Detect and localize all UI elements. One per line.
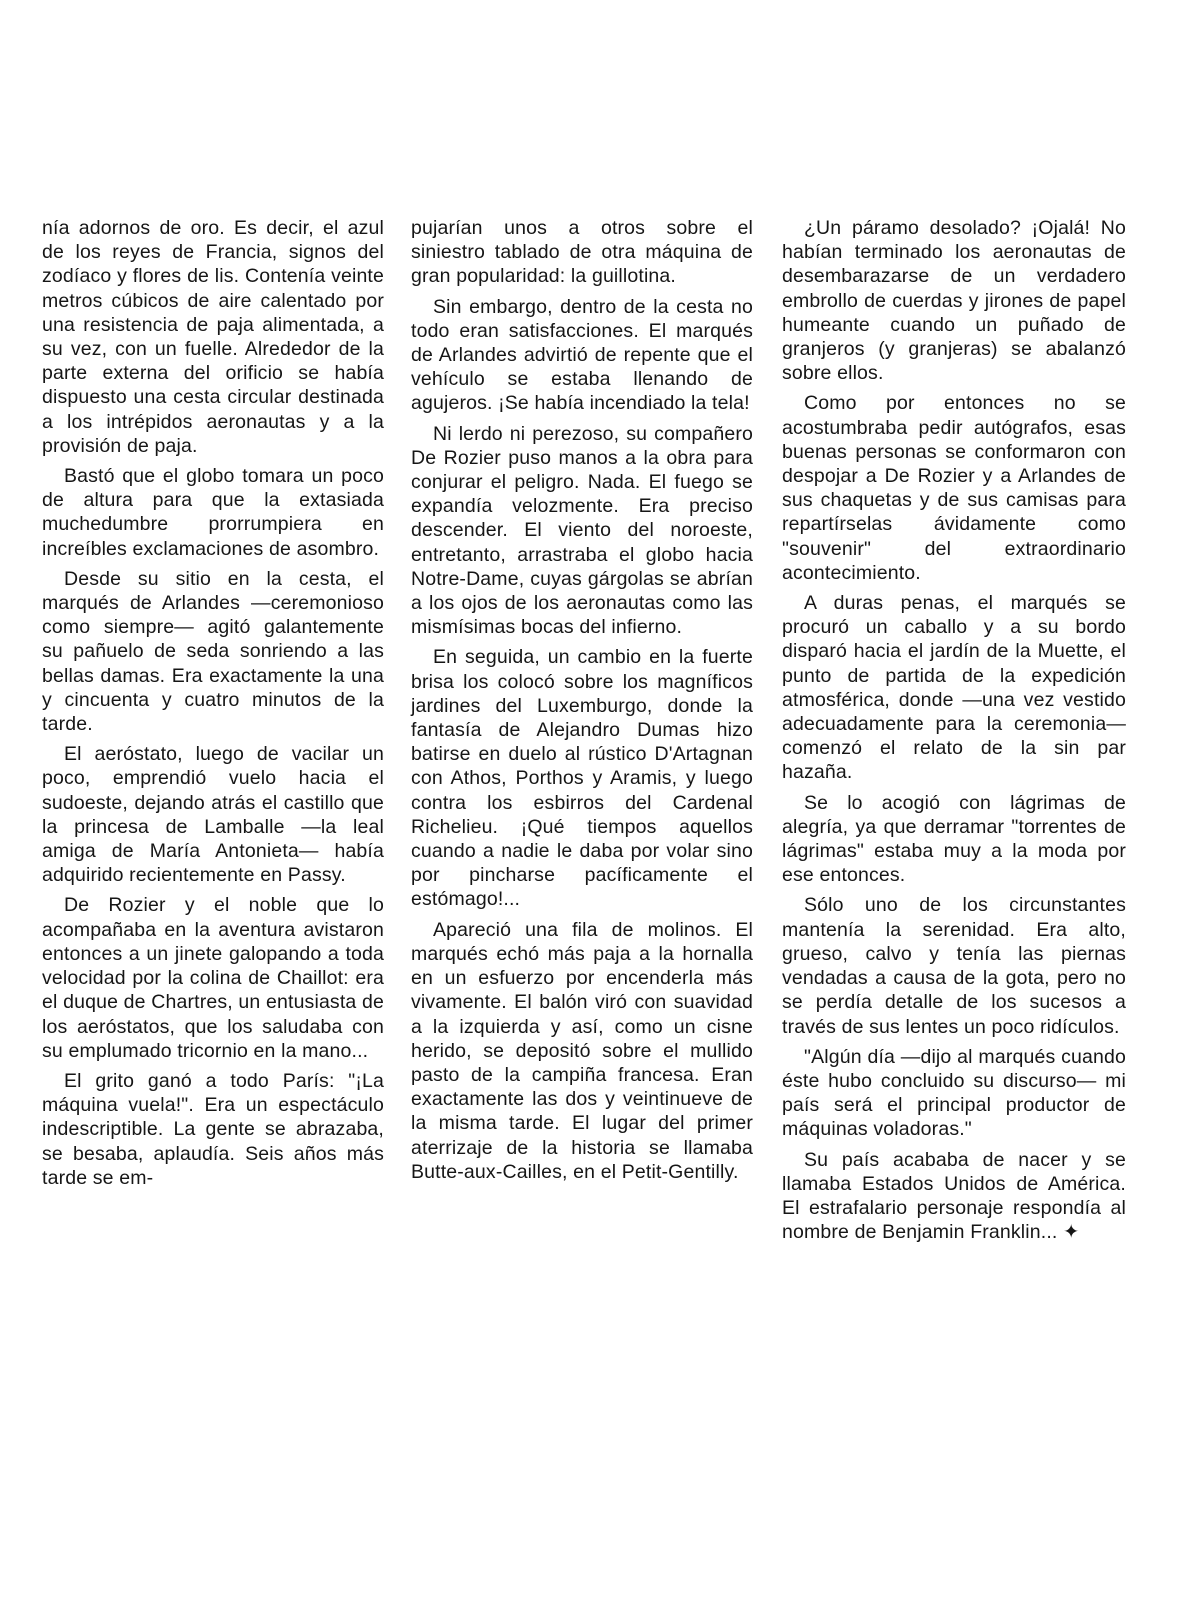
- paragraph: Se lo acogió con lágrimas de alegría, ya que derramar "torrentes de lágrimas" estaba muy a la moda por ese entonces.: [782, 791, 1126, 887]
- paragraph: Desde su sitio en la cesta, el marqués de Arlandes —ceremonioso como siempre— agitó galantemente su pañuelo de seda sonriendo a las bellas damas. Era exactamente la una y cincuenta y cuatro minutos de la tarde.: [42, 567, 384, 736]
- paragraph: Como por entonces no se acostumbraba pedir autógrafos, esas buenas personas se conformaron con despojar a De Rozier y a Arlandes de sus chaquetas y de sus camisas para repartírselas ávidamente como "souvenir" del extraordinario acontecimiento.: [782, 392, 1126, 584]
- paragraph: Ni lerdo ni perezoso, su compañero De Rozier puso manos a la obra para conjurar el peligro. Nada. El fuego se expandía velozmente. Era preciso descender. El viento del noroeste, entretanto, arrastraba el globo hacia Notre-Dame, cuyas gárgolas se abrían a los ojos de los aeronautas como las mismísimas bocas del infierno.: [411, 422, 753, 639]
- paragraph: [782, 1148, 1126, 1245]
- paragraph: Sin embargo, dentro de la cesta no todo eran satisfacciones. El marqués de Arlandes advirtió de repente que el vehículo se estaba llenando de agujeros. ¡Se había incendiado la tela!: [411, 295, 753, 415]
- paragraph: pujarían unos a otros sobre el siniestro tablado de otra máquina de gran popularidad: la guillotina.: [411, 217, 753, 288]
- text-column-2: [411, 216, 753, 1190]
- paragraph: El grito ganó a todo París: "¡La máquina vuela!". Era un espectáculo indescriptible. La gente se abrazaba, se besaba, aplaudía. Seis años más tarde se em-: [42, 1069, 384, 1189]
- paragraph: Sólo uno de los circunstantes mantenía la serenidad. Era alto, grueso, calvo y tenía las piernas vendadas a causa de la gota, pero no se perdía detalle de los sucesos a través de sus lentes un poco ridículos.: [782, 894, 1126, 1038]
- text-column-1: [42, 216, 384, 1196]
- paragraph-text: Su país acababa de nacer y se llamaba Estados Unidos de América. El estrafalario personaje respondía al nombre de Benjamin Franklin...: [782, 1148, 1126, 1244]
- paragraph: Apareció una fila de molinos. El marqués echó más paja a la hornalla en un esfuerzo por encenderla más vivamente. El balón viró con suavidad a la izquierda y así, como un cisne herido, se depositó sobre el mullido pasto de la campiña francesa. Eran exactamente las dos y veintinueve de la misma tarde. El lugar del primer aterrizaje de la historia se llamaba Butte-aux-Cailles, en el Petit-Gentilly.: [411, 918, 753, 1183]
- paragraph: De Rozier y el noble que lo acompañaba en la aventura avistaron entonces a un jinete galopando a toda velocidad por la colina de Chaillot: era el duque de Chartres, un entusiasta de los aeróstatos, que los saludaba con su emplumado tricornio en la mano...: [42, 894, 384, 1062]
- paragraph: Bastó que el globo tomara un poco de altura para que la extasiada muchedumbre prorrumpiera en increíbles exclamaciones de asombro.: [42, 465, 384, 560]
- paragraph: ¿Un páramo desolado? ¡Ojalá! No habían terminado los aeronautas de desembarazarse de un verdadero embrollo de cuerdas y jirones de papel humeante cuando un puñado de granjeros (y granjeras) se abalanzó sobre ellos.: [782, 217, 1126, 385]
- paragraph: En seguida, un cambio en la fuerte brisa los colocó sobre los magníficos jardines del Luxemburgo, donde la fantasía de Alejandro Dumas hizo batirse en duelo al rústico D'Artagnan con Athos, Porthos y Aramis, y luego contra los esbirros del Cardenal Richelieu. ¡Qué tiempos aquellos cuando a nadie le daba por volar sino por pincharse pacíficamente el estómago!...: [411, 646, 753, 911]
- paragraph: "Algún día —dijo al marqués cuando éste hubo concluido su discurso— mi país será el principal productor de máquinas voladoras.": [782, 1045, 1126, 1141]
- text-column-3: [782, 216, 1126, 1250]
- paragraph: nía adornos de oro. Es decir, el azul de los reyes de Francia, signos del zodíaco y flores de lis. Contenía veinte metros cúbicos de aire calentado por una resistencia de paja alimentada, a su vez, con un fuelle. Alrededor de la parte externa del orificio se había dispuesto una cesta circular destinada a los intrépidos aeronautas y a la provisión de paja.: [42, 217, 384, 457]
- paragraph: El aeróstato, luego de vacilar un poco, emprendió vuelo hacia el sudoeste, dejando atrás el castillo que la princesa de Lamballe —la leal amiga de María Antonieta— había adquirido recientemente en Passy.: [42, 743, 384, 887]
- paragraph: A duras penas, el marqués se procuró un caballo y a su bordo disparó hacia el jardín de la Muette, el punto de partida de la expedición atmosférica, donde —una vez vestido adecuadamente para la ceremonia— comenzó el relato de la sin par hazaña.: [782, 592, 1126, 784]
- end-of-article-icon: ✦: [1063, 1221, 1080, 1244]
